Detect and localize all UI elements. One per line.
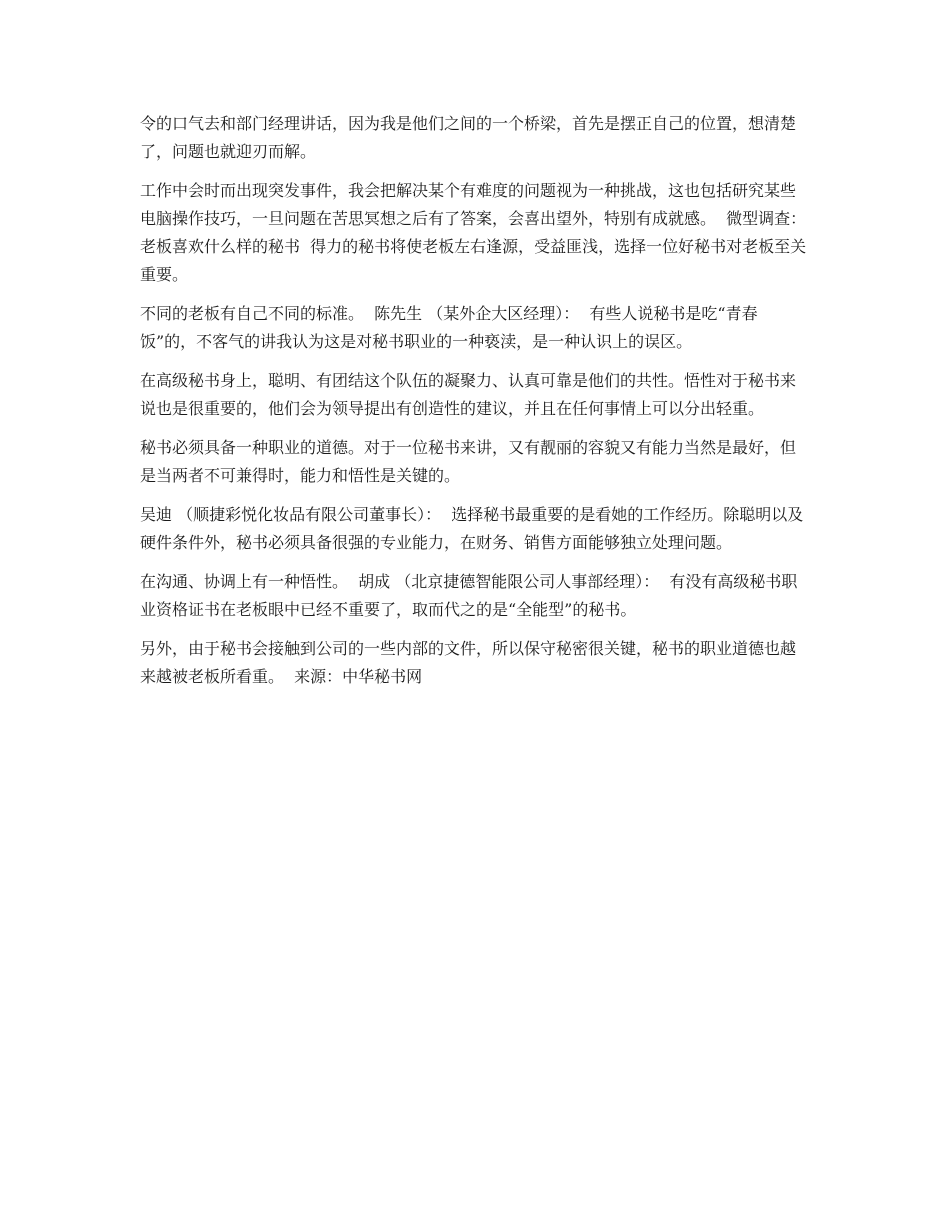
paragraph-5: 秘书必须具备一种职业的道德。对于一位秘书来讲，又有靓丽的容貌又有能力当然是最好，但是当两者不可兼得时，能力和悟性是关键的。 (140, 438, 797, 485)
paragraph-2: 工作中会时而出现突发事件，我会把解决某个有难度的问题视为一种挑战，这也包括研究某些电脑操作技巧，一旦问题在苦思冥想之后有了答案，会喜出望外，特别有成就感。 微型调查：老板喜欢什么样的秘书 得力的秘书将使老板左右逢源，受益匪浅，选择一位好秘书对老板至关重要。 (140, 181, 807, 284)
paragraph-4: 在高级秘书身上，聪明、有团结这个队伍的凝聚力、认真可靠是他们的共性。悟性对于秘书来说也是很重要的，他们会为领导提出有创造性的建议，并且在任何事情上可以分出轻重。 (140, 371, 797, 418)
document-body (140, 110, 810, 702)
paragraph-7: 在沟通、协调上有一种悟性。 胡成 （北京捷德智能限公司人事部经理）： 有没有高级秘书职业资格证书在老板眼中已经不重要了，取而代之的是“全能型”的秘书。 (140, 572, 798, 619)
paragraph-6: 吴迪 （顺捷彩悦化妆品有限公司董事长）： 选择秘书最重要的是看她的工作经历。除聪明以及硬件条件外，秘书必须具备很强的专业能力，在财务、销售方面能够独立处理问题。 (140, 505, 804, 552)
paragraph-8: 另外，由于秘书会接触到公司的一些内部的文件，所以保守秘密很关键，秘书的职业道德也越来越被老板所看重。 来源：中华秘书网 (140, 639, 797, 686)
paragraph-3: 不同的老板有自己不同的标准。 陈先生 （某外企大区经理）： 有些人说秘书是吃“青春饭”的，不客气的讲我认为这是对秘书职业的一种亵渎，是一种认识上的误区。 (140, 304, 758, 351)
paragraph-1: 令的口气去和部门经理讲话，因为我是他们之间的一个桥梁，首先是摆正自己的位置，想清楚了，问题也就迎刃而解。 (140, 114, 797, 161)
